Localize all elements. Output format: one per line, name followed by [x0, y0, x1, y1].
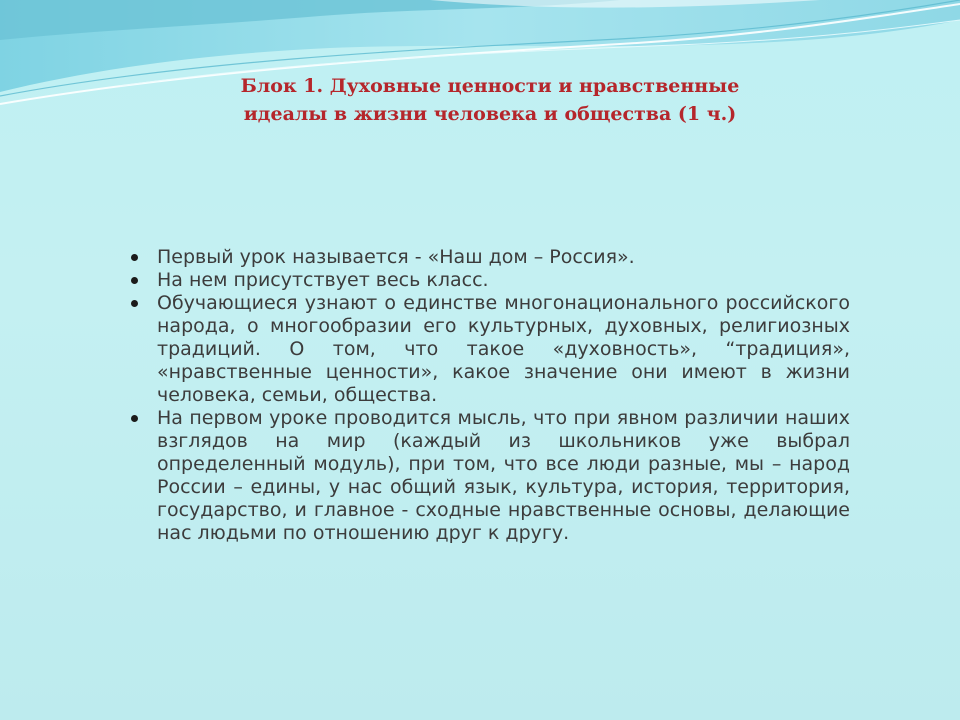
- slide-title: [150, 72, 830, 128]
- bullet-item: На нем присутствует весь класс.: [126, 269, 850, 292]
- title-line-1: Блок 1. Духовные ценности и нравственные: [240, 75, 740, 97]
- bullet-item: Обучающиеся узнают о единстве многонационального российского народа, о многообразии его культурных, духовных, религиозных традиций. О том, что такое «духовность», “традиция», «нравственные ценности», какое значение они имеют в жизни человека, семьи, общества.: [126, 292, 850, 407]
- bullet-item: Первый урок называется - «Наш дом – Россия».: [126, 246, 850, 269]
- bullet-item: На первом уроке проводится мысль, что при явном различии наших взглядов на мир (каждый из школьников уже выбрал определенный модуль), при том, что все люди разные, мы – народ России – едины, у нас общий язык, культура, история, территория, государство, и главное - сходные нравственные основы, делающие нас людьми по отношению друг к другу.: [126, 407, 850, 545]
- bullet-list: [126, 246, 850, 545]
- title-line-2: идеалы в жизни человека и общества (1 ч.): [243, 103, 737, 125]
- slide-body: [126, 246, 850, 545]
